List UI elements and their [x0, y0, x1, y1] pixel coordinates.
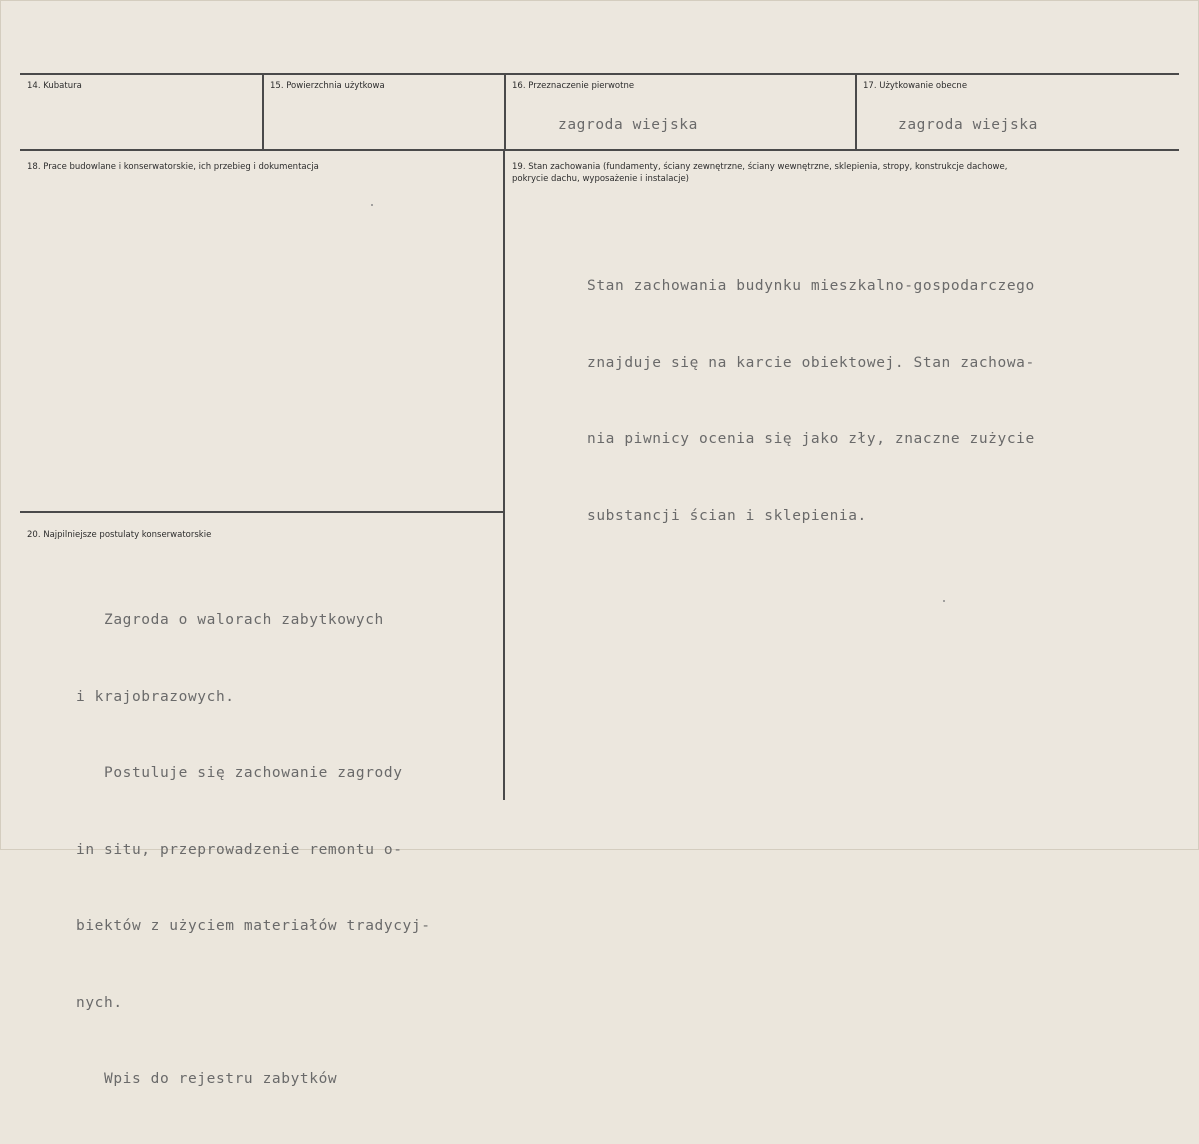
field-16-value: zagroda wiejska: [558, 117, 698, 133]
field-19-line: substancji ścian i sklepienia.: [587, 507, 867, 524]
row1-bottom-rule: [20, 149, 1179, 151]
field-17-label: 17. Użytkowanie obecne: [863, 81, 968, 91]
field-18-label: 18. Prace budowlane i konserwatorskie, ich przebieg i dokumentacja: [27, 162, 319, 172]
divider-14-15: [262, 74, 264, 150]
divider-main-column: [503, 150, 505, 800]
field-15-label: 15. Powierzchnia użytkowa: [270, 81, 385, 91]
field-19-text: [587, 223, 1035, 580]
divider-15-16: [504, 74, 506, 150]
field-20-line: Postuluje się zachowanie zagrody: [76, 765, 403, 781]
field-16-label: 16. Przeznaczenie pierwotne: [512, 81, 635, 91]
field-20-line: i krajobrazowych.: [76, 688, 235, 705]
field-20-line: nych.: [76, 994, 123, 1011]
field-20-line: Wpis do rejestru zabytków: [76, 1071, 338, 1087]
field-19-label: 19. Stan zachowania (fundamenty, ściany zewnętrzne, ściany wewnętrzne, sklepienia, stropy, konstrukcje dachowe, pokrycie dachu, wyposażenie i instalacje): [512, 162, 1008, 184]
field-20-text: [76, 557, 431, 1144]
field-19-line: znajduje się na karcie obiektowej. Stan zachowa-: [587, 354, 1035, 371]
ink-speck: [943, 600, 945, 602]
field-20-label: 20. Najpilniejsze postulaty konserwatorskie: [27, 530, 212, 540]
field-20-line: Zagroda o walorach zabytkowych: [76, 612, 384, 628]
field-20-line: biektów z użyciem materiałów tradycyj-: [76, 918, 431, 934]
field-14-label: 14. Kubatura: [27, 81, 82, 91]
field-20-line: in situ, przeprowadzenie remontu o-: [76, 841, 403, 858]
section20-top-rule: [20, 511, 504, 513]
field-19-line: nia piwnicy ocenia się jako zły, znaczne zużycie: [587, 431, 1035, 447]
divider-16-17: [855, 74, 857, 150]
field-17-value: zagroda wiejska: [898, 117, 1038, 133]
ink-speck: [371, 204, 373, 206]
top-rule: [20, 73, 1179, 75]
field-19-line: Stan zachowania budynku mieszkalno-gospodarczego: [587, 278, 1035, 294]
